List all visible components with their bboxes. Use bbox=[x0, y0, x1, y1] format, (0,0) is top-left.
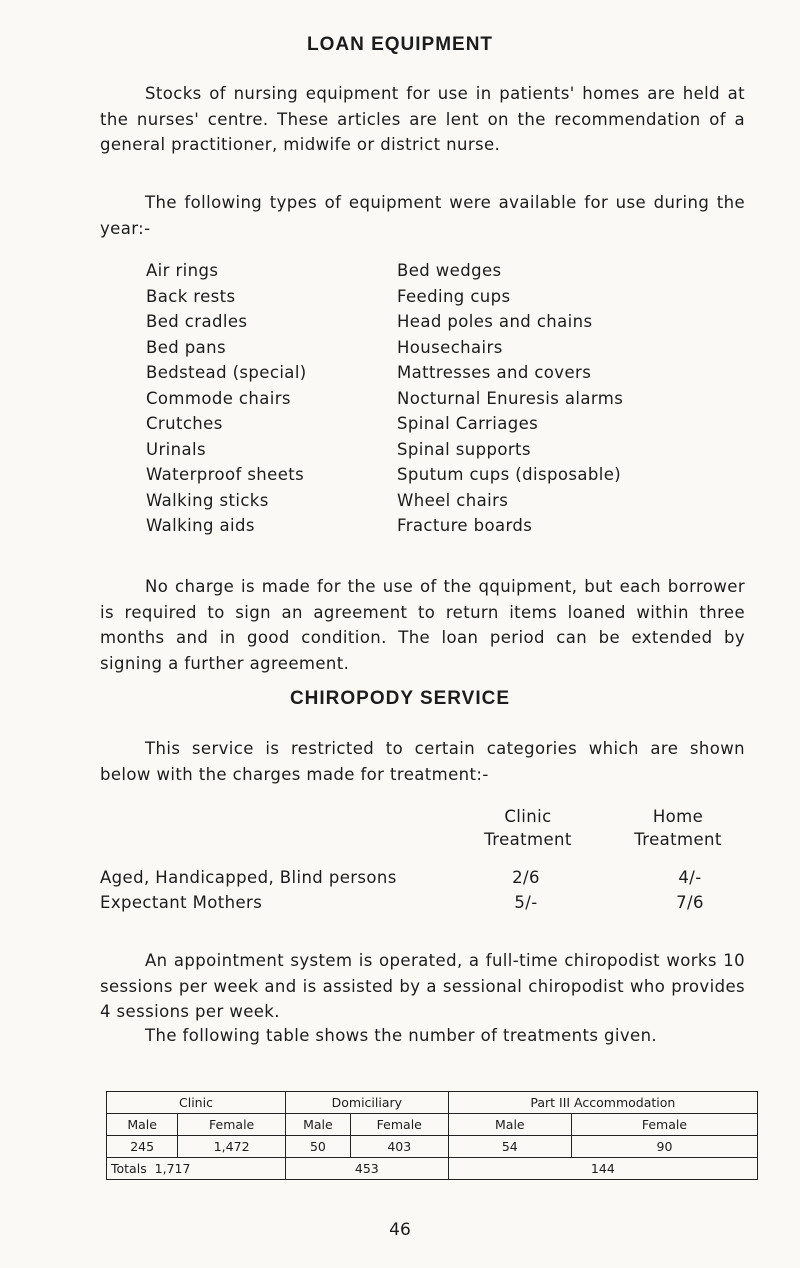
list-item: Mattresses and covers bbox=[397, 363, 592, 382]
table-header-cell: Male bbox=[107, 1114, 178, 1136]
chiropody-intro-paragraph: This service is restricted to certain categories which are shown below with the charges made for treatment:- bbox=[100, 739, 745, 784]
list-item: Urinals bbox=[146, 439, 206, 459]
clinic-charge: 2/6 bbox=[512, 868, 540, 887]
home-treatment-header: Home Treatment bbox=[634, 807, 722, 849]
page-number: 46 bbox=[389, 1220, 411, 1240]
list-item: Spinal Carriages bbox=[397, 414, 539, 433]
table-subheader-row bbox=[107, 1114, 758, 1136]
table-cell: 90 bbox=[571, 1136, 757, 1158]
table-cell: 245 bbox=[107, 1136, 178, 1158]
list-item: Bed wedges bbox=[397, 261, 502, 280]
list-item: Wheel chairs bbox=[397, 490, 509, 510]
appointment-paragraph: An appointment system is operated, a full-time chiropodist works 10 sessions per week and is assisted by a sessional chiropodist who provides 4 sessions per week. bbox=[100, 951, 745, 1021]
list-item: Fracture boards bbox=[397, 516, 533, 535]
table-header-cell: Domiciliary bbox=[285, 1092, 448, 1114]
list-item: Bedstead (special) bbox=[146, 363, 307, 382]
list-item: Commode chairs bbox=[146, 388, 291, 408]
table-cell: 144 bbox=[448, 1158, 757, 1180]
table-header-cell: Female bbox=[350, 1114, 448, 1136]
treatments-table-intro: The following table shows the number of treatments given. bbox=[145, 1026, 658, 1045]
list-item: Walking aids bbox=[146, 516, 255, 535]
list-item: Waterproof sheets bbox=[146, 465, 305, 484]
equipment-list-left bbox=[146, 258, 307, 539]
table-cell: 54 bbox=[448, 1136, 571, 1158]
loan-conditions-paragraph: No charge is made for the use of the qquipment, but each borrower is required to sign an agreement to return items loaned within three months and in good condition. The loan period can be extended by signing a further agreement. bbox=[100, 577, 745, 673]
list-item: Bed pans bbox=[146, 337, 227, 357]
home-charge: 7/6 bbox=[676, 893, 704, 912]
list-item: Housechairs bbox=[397, 337, 503, 357]
equipment-list-right bbox=[397, 258, 623, 539]
table-header-cell: Clinic bbox=[107, 1092, 286, 1114]
home-charge: 4/- bbox=[678, 868, 702, 887]
clinic-treatment-header: Clinic Treatment bbox=[484, 807, 572, 849]
table-cell: 50 bbox=[285, 1136, 350, 1158]
list-item: Sputum cups (disposable) bbox=[397, 465, 622, 484]
loan-intro-paragraph: Stocks of nursing equipment for use in patients' homes are held at the nurses' centre. These articles are lent on the recommendation of a general practitioner, midwife or district nurse. bbox=[100, 84, 745, 154]
equipment-types-paragraph: The following types of equipment were available for use during the year:- bbox=[100, 193, 745, 238]
list-item: Bed cradles bbox=[146, 312, 248, 331]
table-header-cell: Male bbox=[448, 1114, 571, 1136]
list-item: Spinal supports bbox=[397, 439, 531, 459]
list-item: Feeding cups bbox=[397, 286, 511, 306]
table-cell: 453 bbox=[285, 1158, 448, 1180]
table-row bbox=[107, 1136, 758, 1158]
list-item: Nocturnal Enuresis alarms bbox=[397, 388, 624, 408]
totals-value: 1,717 bbox=[154, 1161, 191, 1176]
chiropody-heading: CHIROPODY SERVICE bbox=[289, 688, 511, 709]
table-header-cell: Female bbox=[178, 1114, 286, 1136]
totals-label: Totals bbox=[111, 1161, 147, 1176]
table-cell bbox=[107, 1158, 286, 1180]
list-item: Back rests bbox=[146, 286, 236, 306]
charge-row-label: Expectant Mothers bbox=[100, 893, 263, 912]
clinic-charge: 5/- bbox=[514, 893, 538, 912]
list-item: Air rings bbox=[146, 261, 219, 280]
list-item: Crutches bbox=[146, 414, 223, 433]
treatments-table bbox=[106, 1091, 758, 1180]
table-header-cell: Male bbox=[285, 1114, 350, 1136]
list-item: Head poles and chains bbox=[397, 312, 593, 331]
table-totals-row bbox=[107, 1158, 758, 1180]
list-item: Walking sticks bbox=[146, 490, 269, 510]
table-cell: 1,472 bbox=[178, 1136, 286, 1158]
charge-row-label: Aged, Handicapped, Blind persons bbox=[100, 868, 397, 887]
table-header-cell: Female bbox=[571, 1114, 757, 1136]
table-header-cell: Part III Accommodation bbox=[448, 1092, 757, 1114]
table-group-row bbox=[107, 1092, 758, 1114]
table-cell: 403 bbox=[350, 1136, 448, 1158]
loan-equipment-heading: LOAN EQUIPMENT bbox=[306, 34, 494, 55]
